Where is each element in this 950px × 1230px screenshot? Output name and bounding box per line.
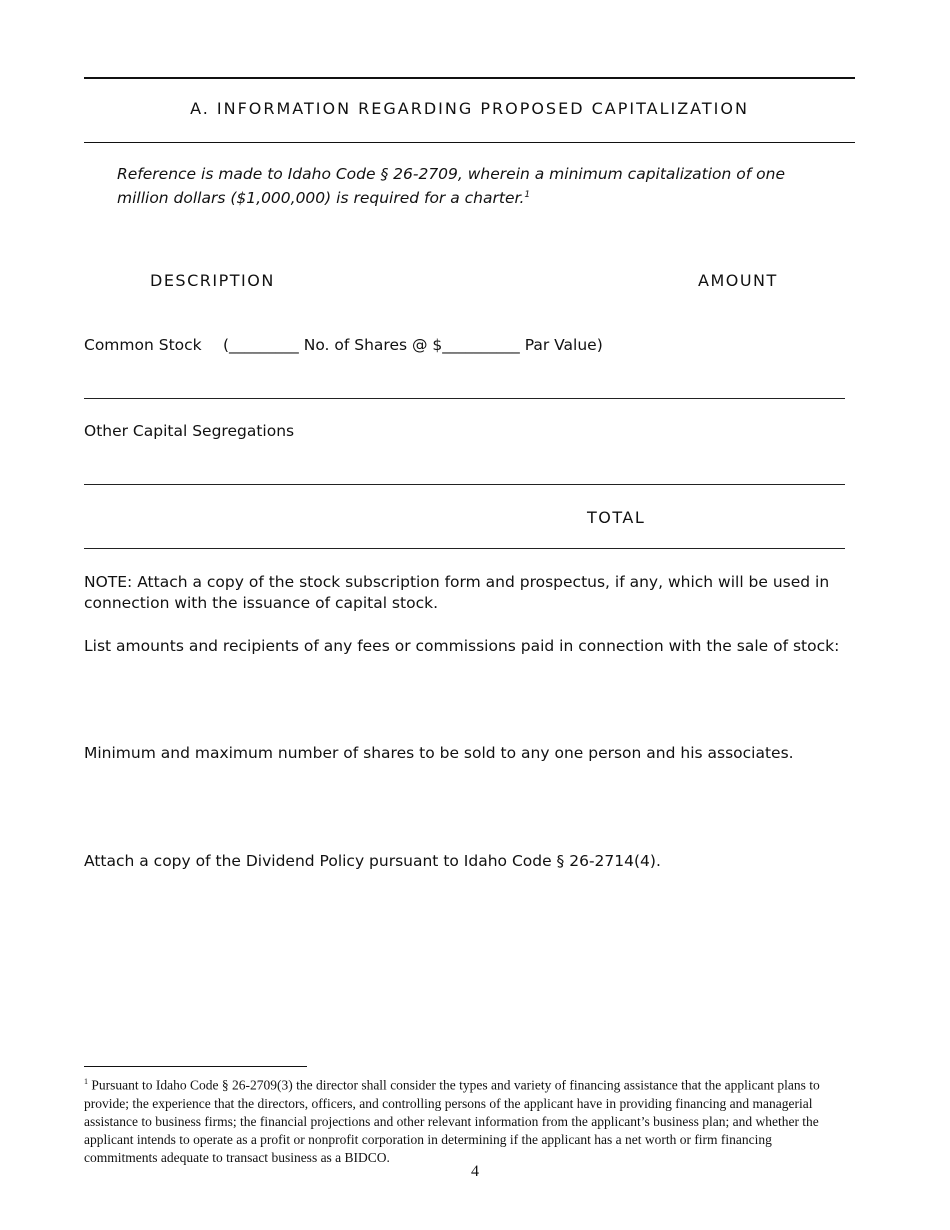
reference-text: Reference is made to Idaho Code § 26-2709, wherein a minimum capitalization of one million dollars ($1,000,000) is required for a charter. (117, 165, 785, 208)
footnote-reference-mark: 1 (524, 190, 531, 200)
footnote-text: Pursuant to Idaho Code § 26-2709(3) the director shall consider the types and variety of financing assistance that the applicant plans to provide; the experience that the directors, officers, and controlling persons of the applicant have in providing financing and managerial assistance to business firms; the financial projections and other relevant information from the applicant’s business plan; and whether the applicant intends to operate as a profit or nonprofit corporation in determining if the applicant has a net worth or firm financing commitments adequate to transact business as a BIDCO. (84, 1077, 820, 1165)
other-capital-label: Other Capital Segregations (84, 422, 295, 440)
other-capital-amount-line (84, 484, 845, 485)
common-stock-label: Common Stock (84, 336, 202, 354)
common-stock-amount-line (84, 398, 845, 399)
top-rule (84, 77, 855, 79)
amount-column-header: AMOUNT (698, 271, 778, 290)
section-title: A. INFORMATION REGARDING PROPOSED CAPITALIZATION (190, 99, 749, 118)
total-label: TOTAL (587, 508, 646, 527)
dividend-prompt: Attach a copy of the Dividend Policy pursuant to Idaho Code § 26-2714(4). (84, 852, 661, 870)
total-amount-line (84, 548, 845, 549)
fees-prompt: List amounts and recipients of any fees or commissions paid in connection with the sale of stock: (84, 637, 840, 655)
footnote-separator (84, 1066, 307, 1067)
footnote-mark: 1 (84, 1077, 88, 1086)
section-rule (84, 142, 855, 143)
page-number: 4 (471, 1163, 479, 1180)
reference-paragraph (117, 164, 837, 209)
attach-note: NOTE: Attach a copy of the stock subscription form and prospectus, if any, which will be used in connection with the issuance of capital stock. (84, 573, 830, 612)
common-stock-detail: (_________ No. of Shares @ $__________ Par Value) (223, 336, 603, 354)
description-column-header: DESCRIPTION (150, 271, 275, 290)
shares-prompt: Minimum and maximum number of shares to be sold to any one person and his associates. (84, 744, 794, 762)
footnote (84, 1073, 844, 1167)
